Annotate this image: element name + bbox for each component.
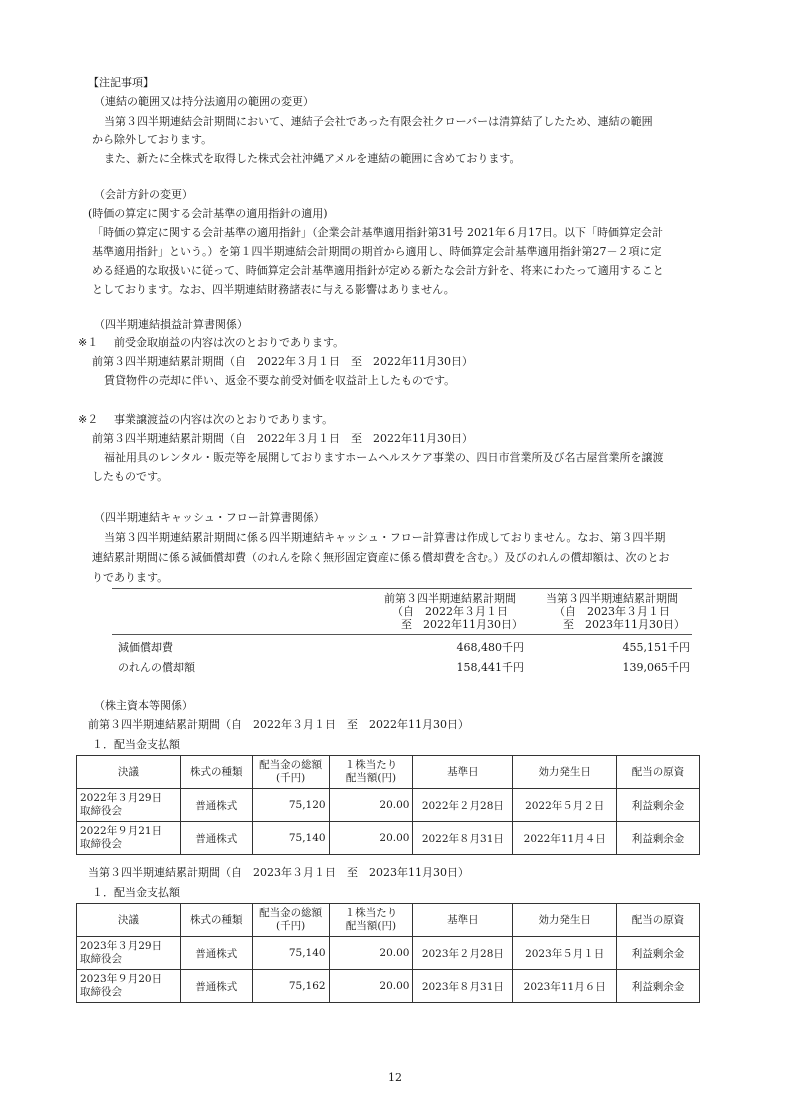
pl-heading: （四半期連結損益計算書関係） (94, 318, 248, 331)
total-dividend-cell: 75,140 (252, 937, 329, 970)
equity-curr-subheading: １．配当金支払額 (92, 886, 180, 899)
amort-col1-line2: （自 2022年３月１日 (392, 605, 508, 618)
per-share-cell: 20.00 (329, 970, 413, 1003)
amort-row2-prev: 158,441千円 (456, 661, 524, 674)
table-row (77, 789, 700, 822)
record-date-cell: 2022年２月28日 (413, 789, 513, 822)
effective-date-cell: 2022年５月２日 (513, 789, 617, 822)
dividend-table-curr (76, 903, 700, 1003)
amort-row2-label: のれんの償却額 (118, 661, 195, 674)
dividend-table-prev (76, 755, 700, 855)
source-cell: 利益剰余金 (617, 937, 700, 970)
resolution-cell: 2022年３月29日 取締役会 (77, 789, 181, 822)
total-dividend-cell: 75,162 (252, 970, 329, 1003)
share-type-cell: 普通株式 (180, 789, 252, 822)
header-record-date: 基準日 (413, 904, 513, 937)
amort-col2-line1: 当第３四半期連結累計期間 (546, 592, 678, 605)
header-source: 配当の原資 (617, 756, 700, 789)
table-header-row (77, 904, 700, 937)
record-date-cell: 2022年８月31日 (413, 822, 513, 855)
pl-note2-desc-line2: したものです。 (92, 470, 169, 483)
table-header-row (77, 756, 700, 789)
consolidation-text-p2: また、新たに全株式を取得した株式会社沖縄アメルを連結の範囲に含めております。 (104, 152, 521, 165)
total-dividend-cell: 75,120 (252, 789, 329, 822)
header-total-dividend: 配当金の総額 (千円) (252, 904, 329, 937)
header-resolution: 決議 (77, 904, 181, 937)
equity-prev-subheading: １．配当金支払額 (92, 738, 180, 751)
resolution-cell: 2023年９月20日 取締役会 (77, 970, 181, 1003)
resolution-cell: 2023年３月29日 取締役会 (77, 937, 181, 970)
cashflow-heading: （四半期連結キャッシュ・フロー計算書関係） (94, 511, 325, 524)
resolution-cell: 2022年９月21日 取締役会 (77, 822, 181, 855)
amort-col1-line3: 至 2022年11月30日） (401, 618, 523, 631)
header-total-dividend: 配当金の総額 (千円) (252, 756, 329, 789)
record-date-cell: 2023年２月28日 (413, 937, 513, 970)
table-row (77, 822, 700, 855)
pl-note1-title: 前受金取崩益の内容は次のとおりであります。 (114, 336, 345, 349)
record-date-cell: 2023年８月31日 (413, 970, 513, 1003)
header-source: 配当の原資 (617, 904, 700, 937)
accounting-line-3: める経過的な取扱いに従って、時価算定会計基準適用指針が定める新たな会計方針を、将来にわたって適用すること (92, 264, 664, 277)
header-per-share: １株当たり 配当額(円) (329, 904, 413, 937)
source-cell: 利益剰余金 (617, 970, 700, 1003)
total-dividend-cell: 75,140 (252, 822, 329, 855)
amort-col2-line2: （自 2023年３月１日 (554, 605, 670, 618)
equity-heading: （株主資本等関係） (94, 699, 193, 712)
amort-row1-label: 減価償却費 (118, 641, 173, 654)
equity-prev-period: 前第３四半期連結累計期間（自 2022年３月１日 至 2022年11月30日） (88, 718, 469, 731)
header-per-share: １株当たり 配当額(円) (329, 756, 413, 789)
accounting-subheading: (時価の算定に関する会計基準の適用指針の適用) (88, 207, 328, 220)
header-record-date: 基準日 (413, 756, 513, 789)
share-type-cell: 普通株式 (180, 822, 252, 855)
cashflow-line1: 当第３四半期連結累計期間に係る四半期連結キャッシュ・フロー計算書は作成しておりません。なお、第３四半期 (104, 531, 666, 544)
cashflow-line2: 連結累計期間に係る減価償却費（のれんを除く無形固定資産に係る償却費を含む。）及びのれんの償却額は、次のとお (92, 551, 670, 564)
pl-note2-title: 事業譲渡益の内容は次のとおりであります。 (114, 413, 334, 426)
amort-col2-line3: 至 2023年11月30日） (563, 618, 685, 631)
consolidation-text-line1: 当第３四半期連結会計期間において、連結子会社であった有限会社クローバーは清算結了したため、連結の範囲 (104, 115, 653, 128)
consolidation-heading: （連結の範囲又は持分法適用の範囲の変更） (94, 95, 314, 108)
amort-table-top-rule (112, 588, 692, 589)
pl-note1-period: 前第３四半期連結累計期間（自 2022年３月１日 至 2022年11月30日） (92, 355, 473, 368)
source-cell: 利益剰余金 (617, 822, 700, 855)
notes-title: 【注記事項】 (88, 76, 154, 89)
pl-note2-desc-line1: 福祉用具のレンタル・販売等を展開しておりますホームヘルスケア事業の、四日市営業所及び名古屋営業所を譲渡 (104, 451, 664, 464)
header-share-type: 株式の種類 (180, 904, 252, 937)
header-effective-date: 効力発生日 (513, 756, 617, 789)
pl-note1-desc: 賃貸物件の売却に伴い、返金不要な前受対価を収益計上したものです。 (104, 374, 456, 387)
accounting-line-2: 基準適用指針」という。）を第１四半期連結会計期間の期首から適用し、時価算定会計基準適用指針第27－２項に定 (92, 245, 662, 258)
accounting-heading: （会計方針の変更） (94, 188, 193, 201)
pl-note2-period: 前第３四半期連結累計期間（自 2022年３月１日 至 2022年11月30日） (92, 432, 473, 445)
amort-table-header-rule (112, 634, 692, 635)
source-cell: 利益剰余金 (617, 789, 700, 822)
pl-note2-mark: ※２ (78, 413, 99, 426)
equity-curr-period: 当第３四半期連結累計期間（自 2023年３月１日 至 2023年11月30日） (88, 866, 469, 879)
table-row (77, 970, 700, 1003)
header-effective-date: 効力発生日 (513, 904, 617, 937)
share-type-cell: 普通株式 (180, 937, 252, 970)
per-share-cell: 20.00 (329, 937, 413, 970)
share-type-cell: 普通株式 (180, 970, 252, 1003)
per-share-cell: 20.00 (329, 789, 413, 822)
page-number: 12 (388, 1071, 402, 1084)
cashflow-line3: りであります。 (92, 571, 169, 584)
header-resolution: 決議 (77, 756, 181, 789)
pl-note1-mark: ※１ (78, 336, 99, 349)
accounting-line-1: 「時価の算定に関する会計基準の適用指針」（企業会計基準適用指針第31号 2021年６月17日。以下「時価算定会計 (92, 226, 663, 239)
amort-row1-prev: 468,480千円 (456, 641, 524, 654)
accounting-line-4: としております。なお、四半期連結財務諸表に与える影響はありません。 (92, 283, 455, 296)
amort-row1-curr: 455,151千円 (622, 641, 690, 654)
consolidation-text-line2: から除外しております。 (92, 133, 213, 146)
table-row (77, 937, 700, 970)
amort-col1-line1: 前第３四半期連結累計期間 (384, 592, 516, 605)
amort-row2-curr: 139,065千円 (622, 661, 690, 674)
effective-date-cell: 2022年11月４日 (513, 822, 617, 855)
effective-date-cell: 2023年５月１日 (513, 937, 617, 970)
effective-date-cell: 2023年11月６日 (513, 970, 617, 1003)
header-share-type: 株式の種類 (180, 756, 252, 789)
per-share-cell: 20.00 (329, 822, 413, 855)
